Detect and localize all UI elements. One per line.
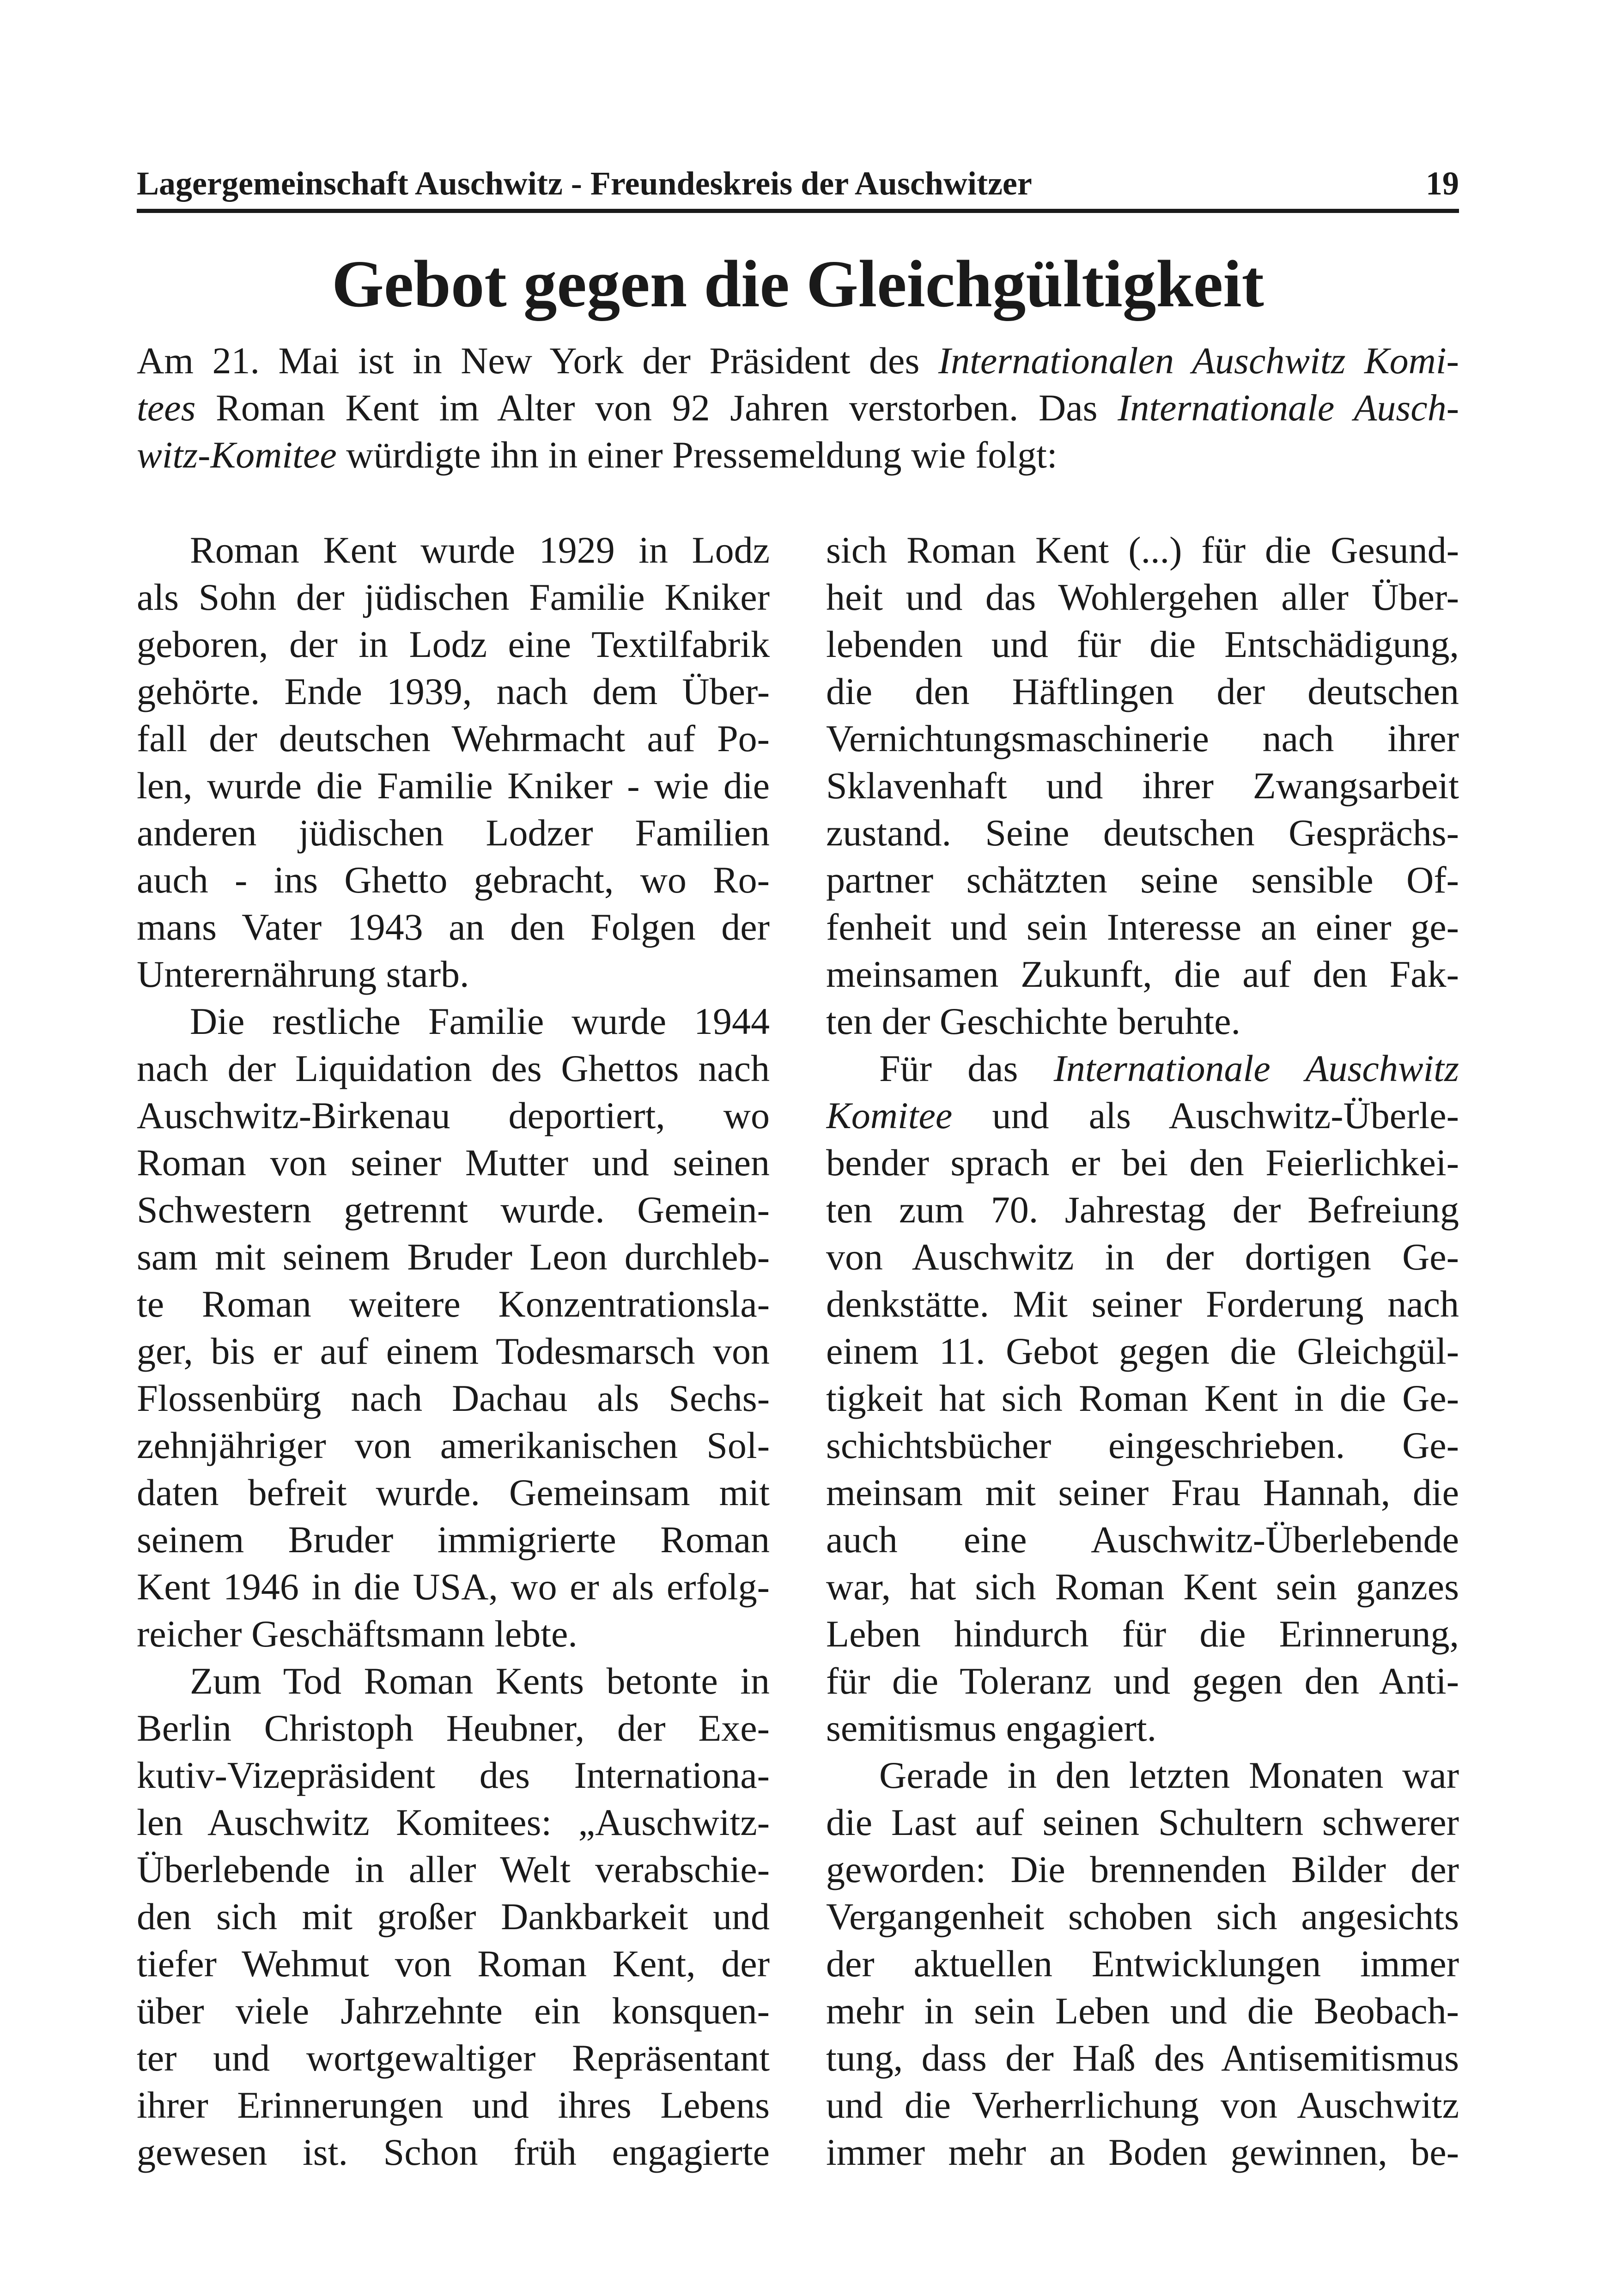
body-line: mehr in sein Leben und die Beobach- [826, 1990, 1459, 2032]
body-line: len Auschwitz Komitees: „Auschwitz- [137, 1801, 770, 1843]
body-line: nach der Liquidation des Ghettos nach [137, 1047, 770, 1089]
body-line: denkstätte. Mit seiner Forderung nach [826, 1283, 1459, 1325]
body-line: sich Roman Kent (...) für die Gesund- [826, 529, 1459, 571]
body-line: gehörte. Ende 1939, nach dem Über- [137, 670, 770, 712]
body-line: Unterernährung starb. [137, 953, 469, 995]
body-line: ger, bis er auf einem Todesmarsch von [137, 1330, 770, 1372]
body-line: seinem Bruder immigrierte Roman [137, 1519, 770, 1561]
intro-text: Am 21. Mai ist in New York der Präsident des [137, 340, 938, 382]
intro-italic-text: Internationale Ausch- [1118, 387, 1459, 429]
body-line: Gerade in den letzten Monaten war [879, 1754, 1459, 1796]
body-line: die den Häftlingen der deutschen [826, 670, 1459, 712]
body-line: te Roman weitere Konzentrationsla- [137, 1283, 770, 1325]
body-italic-text: Komitee [826, 1094, 953, 1136]
body-line: auch - ins Ghetto gebracht, wo Ro- [137, 859, 770, 901]
body-line: Schwestern getrennt wurde. Gemein- [137, 1189, 770, 1231]
body-line: immer mehr an Boden gewinnen, be- [826, 2131, 1459, 2173]
body-line: Roman von seiner Mutter und seinen [137, 1142, 770, 1184]
body-line: als Sohn der jüdischen Familie Kniker [137, 576, 770, 618]
body-line: Kent 1946 in die USA, wo er als erfolg- [137, 1566, 770, 1608]
body-line: die Last auf seinen Schultern schwerer [826, 1801, 1459, 1843]
body-line: partner schätzten seine sensible Of- [826, 859, 1459, 901]
body-line: ihrer Erinnerungen und ihres Lebens [137, 2084, 770, 2126]
body-line: mans Vater 1943 an den Folgen der [137, 906, 770, 948]
body-line: Leben hindurch für die Erinnerung, [826, 1613, 1459, 1655]
intro-line [137, 384, 1459, 431]
body-line: tiefer Wehmut von Roman Kent, der [137, 1943, 770, 1985]
body-line: ten zum 70. Jahrestag der Befreiung [826, 1189, 1459, 1231]
body-line: len, wurde die Familie Kniker - wie die [137, 765, 770, 807]
body-line [826, 1092, 1459, 1139]
running-header [137, 158, 1459, 213]
body-line: zehnjähriger von amerikanischen Sol- [137, 1424, 770, 1466]
body-italic-text: Internationale Auschwitz [1053, 1047, 1459, 1089]
intro-italic-text: Internationalen Auschwitz Komi- [938, 340, 1459, 382]
intro-text: würdigte ihn in einer Pressemeldung wie folgt: [336, 434, 1058, 476]
intro-paragraph [137, 337, 1459, 479]
body-line: heit und das Wohlergehen aller Über- [826, 576, 1459, 618]
body-line: Vernichtungsmaschinerie nach ihrer [826, 717, 1459, 759]
body-text: Für das [879, 1047, 1054, 1089]
body-line: geboren, der in Lodz eine Textilfabrik [137, 623, 770, 665]
left-column [137, 527, 770, 2176]
header-title: Lagergemeinschaft Auschwitz - Freundeskreis der Auschwitzer [137, 165, 1032, 202]
body-line: auch eine Auschwitz-Überlebende [826, 1519, 1459, 1561]
body-line: fenheit und sein Interesse an einer ge- [826, 906, 1459, 948]
intro-line [137, 337, 1459, 384]
body-line: Flossenbürg nach Dachau als Sechs- [137, 1377, 770, 1419]
body-line: Berlin Christoph Heubner, der Exe- [137, 1707, 770, 1749]
intro-italic-text: witz-Komitee [137, 434, 337, 476]
body-line: für die Toleranz und gegen den Anti- [826, 1660, 1459, 1702]
body-line: tung, dass der Haß des Antisemitismus [826, 2037, 1459, 2079]
right-column [826, 527, 1459, 2176]
page-number: 19 [1426, 165, 1459, 202]
body-line: von Auschwitz in der dortigen Ge- [826, 1236, 1459, 1278]
body-text: und als Auschwitz-Überle- [952, 1094, 1459, 1136]
body-line: ten der Geschichte beruhte. [826, 1000, 1241, 1042]
body-line: gewesen ist. Schon früh engagierte [137, 2131, 770, 2173]
body-line: den sich mit großer Dankbarkeit und [137, 1895, 770, 1938]
body-line [826, 1045, 1459, 1092]
body-line: lebenden und für die Entschädigung, [826, 623, 1459, 665]
body-line: Sklavenhaft und ihrer Zwangsarbeit [826, 765, 1459, 807]
body-line: zustand. Seine deutschen Gesprächs- [826, 812, 1459, 854]
body-line: Roman Kent wurde 1929 in Lodz [190, 529, 770, 571]
intro-line [137, 431, 1459, 479]
body-line: und die Verherrlichung von Auschwitz [826, 2084, 1459, 2126]
body-line: fall der deutschen Wehrmacht auf Po- [137, 717, 770, 759]
body-line: meinsamen Zukunft, die auf den Fak- [826, 953, 1459, 995]
body-line: meinsam mit seiner Frau Hannah, die [826, 1471, 1459, 1513]
body-line: kutiv-Vizepräsident des Internationa- [137, 1754, 770, 1796]
body-line: Überlebende in aller Welt verabschie- [137, 1848, 770, 1890]
body-line: über viele Jahrzehnte ein konsquen- [137, 1990, 770, 2032]
body-line: war, hat sich Roman Kent sein ganzes [826, 1566, 1459, 1608]
body-line: geworden: Die brennenden Bilder der [826, 1848, 1459, 1890]
body-line: Die restliche Familie wurde 1944 [190, 1000, 770, 1042]
body-line: einem 11. Gebot gegen die Gleichgül- [826, 1330, 1459, 1372]
body-line: der aktuellen Entwicklungen immer [826, 1943, 1459, 1985]
body-line: anderen jüdischen Lodzer Familien [137, 812, 770, 854]
body-line: Zum Tod Roman Kents betonte in [190, 1660, 770, 1702]
body-line: daten befreit wurde. Gemeinsam mit [137, 1471, 770, 1513]
body-line: sam mit seinem Bruder Leon durchleb- [137, 1236, 770, 1278]
intro-text: Roman Kent im Alter von 92 Jahren verstorben. Das [195, 387, 1118, 429]
body-line: semitismus engagiert. [826, 1707, 1157, 1749]
body-line: schichtsbücher eingeschrieben. Ge- [826, 1424, 1459, 1466]
body-line: bender sprach er bei den Feierlichkei- [826, 1142, 1459, 1184]
body-line: Auschwitz-Birkenau deportiert, wo [137, 1094, 770, 1136]
body-line: tigkeit hat sich Roman Kent in die Ge- [826, 1377, 1459, 1419]
article-title: Gebot gegen die Gleichgültigkeit [332, 247, 1264, 321]
body-line: reicher Geschäftsmann lebte. [137, 1613, 578, 1655]
body-line: Vergangenheit schoben sich angesichts [826, 1895, 1459, 1938]
body-line: ter und wortgewaltiger Repräsentant [137, 2037, 770, 2079]
intro-italic-text: tees [137, 387, 196, 429]
